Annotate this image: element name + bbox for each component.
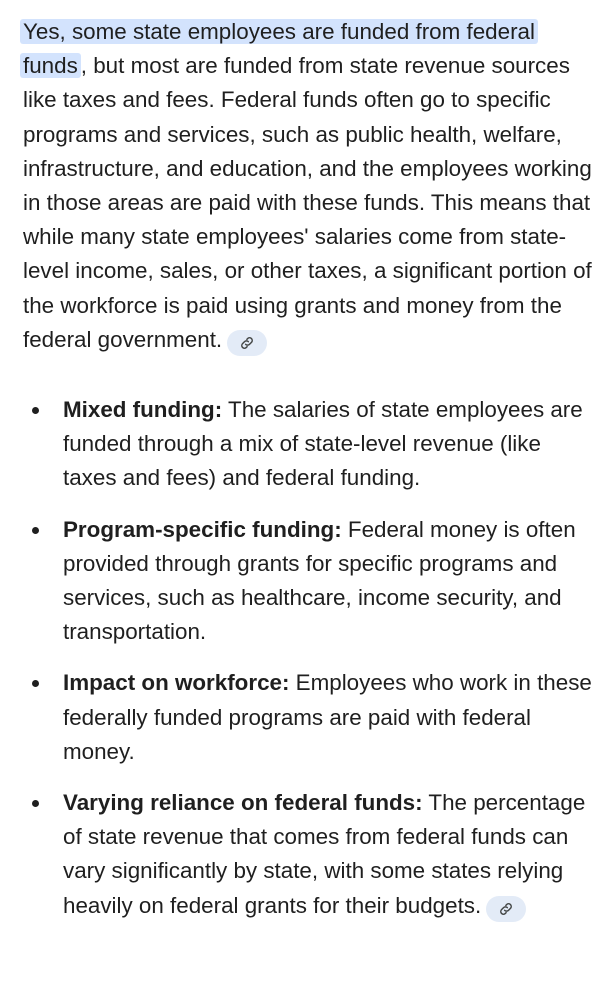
bullet-item-impact-on-workforce [23, 666, 592, 769]
citation-link-chip[interactable] [227, 330, 267, 356]
link-icon [239, 335, 255, 351]
link-icon [498, 901, 514, 917]
bullet-item-program-specific-funding [23, 513, 592, 650]
bullet-text: Federal money is often provided through grants for specific programs and services, such as healthcare, income security, and transportation. [63, 516, 576, 645]
citation-link-chip[interactable] [486, 896, 526, 922]
bullet-title: Impact on workforce: [63, 670, 290, 696]
bullet-item-mixed-funding [23, 393, 592, 496]
bullet-dot [32, 407, 39, 414]
bullet-dot [32, 680, 39, 687]
bullet-text: The salaries of state employees are funded through a mix of state-level revenue (like taxes and fees) and federal funding. [63, 397, 583, 491]
bullet-dot [32, 527, 39, 534]
bullet-item-varying-reliance [23, 786, 592, 923]
bullet-text: Employees who work in these federally funded programs are paid with federal money. [63, 670, 592, 764]
answer-intro-paragraph [23, 15, 592, 357]
bullet-title: Program-specific funding: [63, 516, 342, 542]
highlighted-answer-phrase[interactable]: Yes, some state employees are funded from federal funds [20, 19, 538, 78]
bullet-title: Varying reliance on federal funds: [63, 790, 423, 816]
answer-intro-text: , but most are funded from state revenue sources like taxes and fees. Federal funds often go to specific programs and services, such as public health, welfare, infrastructure, and education, and the employees working in those areas are paid with these funds. This means that while many state employees' salaries come from state-level income, sales, or other taxes, a significant portion of the workforce is paid using grants and money from the federal government. [23, 53, 592, 352]
bullet-title: Mixed funding: [63, 397, 223, 423]
bullet-dot [32, 800, 39, 807]
answer-bullet-list [23, 393, 592, 923]
bullet-text: The percentage of state revenue that comes from federal funds can vary significantly by state, with some states relying heavily on federal grants for their budgets. [63, 790, 586, 918]
